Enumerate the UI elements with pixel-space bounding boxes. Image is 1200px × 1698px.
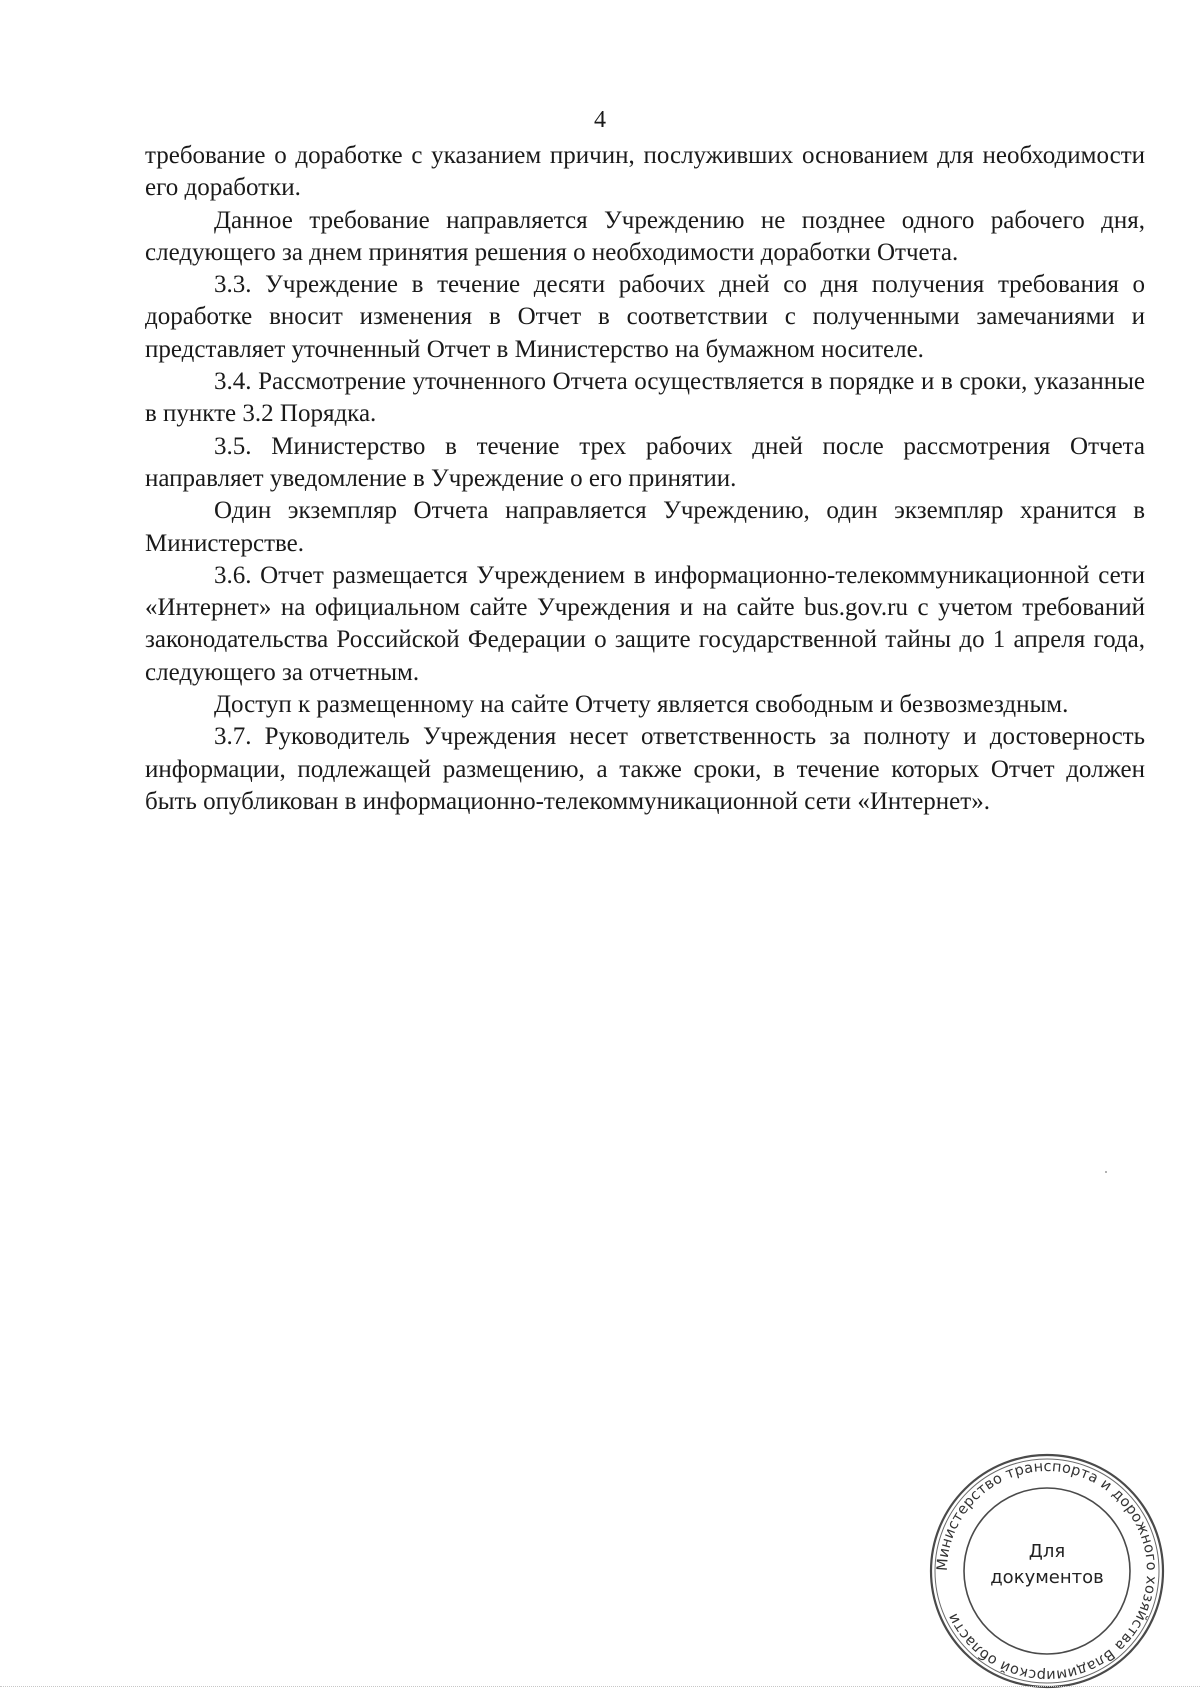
page-number: 4: [594, 107, 606, 133]
stamp-ring-text: Министерство транспорта и дорожного хозяйства Владимирской области: [934, 1458, 1160, 1684]
stamp-center-text: [927, 1539, 1167, 1591]
paragraph-7: 3.6. Отчет размещается Учреждением в информационно-телекоммуникационной сети «Интернет» на официальном сайте Учреждения и на сайте bus.gov.ru с учетом требований законодательства Российской Федерации о защите государственной тайны до 1 апреля года, следующего за отчетным.: [145, 561, 1145, 686]
document-body: [145, 140, 1145, 818]
paragraph-5: 3.5. Министерство в течение трех рабочих дней после рассмотрения Отчета направляет уведомление в Учреждение о его принятии.: [145, 432, 1145, 492]
stamp-center-line-2: документов: [990, 1567, 1104, 1588]
stamp-center-line-1: Для: [1028, 1541, 1066, 1562]
paragraph-3: 3.3. Учреждение в течение десяти рабочих дней со дня получения требования о доработке вносит изменения в Отчет в соответствии с полученными замечаниями и представляет уточненный Отчет в Министерство на бумажном носителе.: [145, 271, 1145, 363]
paragraph-8: Доступ к размещенному на сайте Отчету является свободным и безвозмездным.: [214, 691, 1069, 719]
scan-speck: [1105, 1171, 1107, 1173]
paragraph-9: 3.7. Руководитель Учреждения несет ответственность за полноту и достоверность информации, подлежащей размещению, а также сроки, в течение которых Отчет должен быть опубликован в информационно-телекоммуникационной сети «Интернет».: [145, 723, 1145, 815]
document-stamp: [927, 1451, 1167, 1691]
paragraph-6: Один экземпляр Отчета направляется Учреждению, один экземпляр хранится в Министерстве.: [145, 497, 1145, 557]
paragraph-1: требование о доработке с указанием причин, послуживших основанием для необходимости его доработки.: [145, 142, 1145, 202]
paragraph-4: 3.4. Рассмотрение уточненного Отчета осуществляется в порядке и в сроки, указанные в пункте 3.2 Порядка.: [145, 368, 1145, 428]
bottom-scan-line: [0, 1686, 1200, 1687]
paragraph-2: Данное требование направляется Учреждению не позднее одного рабочего дня, следующего за днем принятия решения о необходимости доработки Отчета.: [145, 206, 1145, 266]
